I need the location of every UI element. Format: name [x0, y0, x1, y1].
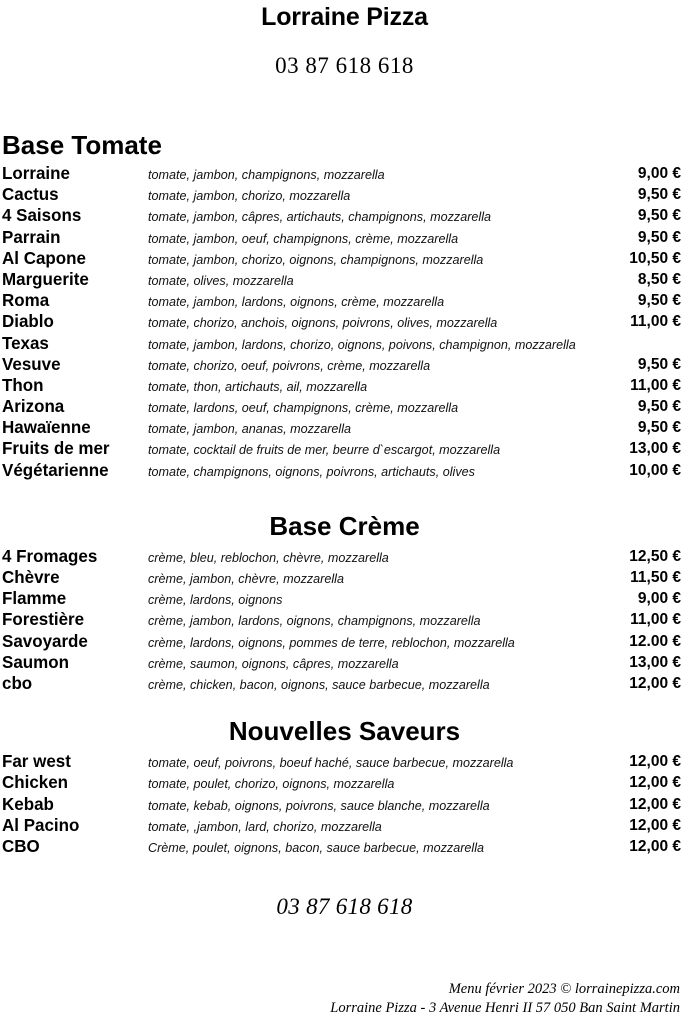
menu-item-price: 9,50 €	[637, 207, 681, 225]
menu-item-name: Hawaïenne	[2, 417, 91, 438]
menu-item-ingredients: tomate, jambon, chorizo, oignons, champignons, mozzarella	[148, 252, 484, 267]
menu-item-name: Marguerite	[2, 268, 89, 289]
menu-item-row	[0, 609, 689, 630]
menu-item-price: 9,50 €	[637, 355, 681, 373]
menu-item-price: 12,00 €	[629, 753, 681, 771]
menu-item-price: 11,00 €	[630, 313, 681, 331]
menu-item-ingredients: tomate, ,jambon, lard, chorizo, mozzarella	[148, 819, 382, 834]
menu-item-name: Al Pacino	[2, 814, 80, 835]
page-title: Lorraine Pizza	[261, 3, 428, 31]
menu-item-price: 9,50 €	[637, 186, 681, 204]
menu-item-name: Cactus	[2, 184, 59, 205]
menu-item-price: 12.00 €	[629, 632, 681, 650]
menu-item-name: cbo	[2, 672, 33, 693]
menu-item-name: Roma	[2, 290, 50, 311]
menu-item-ingredients: crème, lardons, oignons, pommes de terre, reblochon, mozzarella	[148, 635, 515, 650]
menu-item-row	[0, 794, 689, 815]
menu-item-ingredients: crème, bleu, reblochon, chèvre, mozzarella	[148, 550, 389, 565]
menu-item-row	[0, 333, 689, 354]
menu-item-ingredients: tomate, jambon, chorizo, mozzarella	[148, 189, 351, 204]
menu-item-ingredients: tomate, jambon, ananas, mozzarella	[148, 422, 352, 437]
menu-item-price: 9,50 €	[637, 419, 681, 437]
menu-item-name: Flamme	[2, 588, 67, 609]
section-heading-nouvelles-saveurs: Nouvelles Saveurs	[228, 716, 461, 747]
menu-item-price: 8,50 €	[637, 270, 681, 288]
menu-item-ingredients: tomate, thon, artichauts, ail, mozzarella	[148, 379, 368, 394]
menu-item-name: Parrain	[2, 226, 61, 247]
menu-item-price: 11,50 €	[630, 569, 681, 586]
menu-item-name: 4 Saisons	[2, 205, 82, 226]
menu-item-row	[0, 354, 689, 375]
menu-item-ingredients: crème, jambon, lardons, oignons, champignons, mozzarella	[148, 614, 481, 629]
menu-item-ingredients: crème, saumon, oignons, câpres, mozzarella	[148, 656, 399, 671]
menu-item-name: Forestière	[2, 609, 85, 630]
menu-item-ingredients: tomate, jambon, lardons, oignons, crème, mozzarella	[148, 295, 445, 310]
menu-item-price: 12,00 €	[629, 837, 681, 855]
menu-item-ingredients: tomate, poulet, chorizo, oignons, mozzarella	[148, 777, 395, 792]
menu-list-base-tomate	[0, 163, 689, 481]
menu-item-ingredients: tomate, oeuf, poivrons, boeuf haché, sauce barbecue, mozzarella	[148, 756, 514, 771]
menu-item-name: Végétarienne	[2, 459, 109, 480]
menu-item-row	[0, 772, 689, 793]
footer-address: Lorraine Pizza - 3 Avenue Henri II 57 050 Ban Saint Martin	[330, 1000, 680, 1016]
menu-item-ingredients: tomate, cocktail de fruits de mer, beurre d`escargot, mozzarella	[148, 443, 501, 458]
menu-item-ingredients: tomate, champignons, oignons, poivrons, artichauts, olives	[148, 464, 475, 479]
menu-item-price: 9,50 €	[637, 292, 681, 310]
menu-item-price: 10,50 €	[629, 249, 681, 267]
menu-item-row	[0, 438, 689, 459]
menu-item-price: 12,00 €	[629, 774, 681, 792]
menu-item-row	[0, 163, 689, 184]
menu-item-ingredients: tomate, olives, mozzarella	[148, 273, 294, 288]
footer-legal	[330, 980, 680, 1018]
menu-item-row	[0, 227, 689, 248]
menu-list-nouvelles-saveurs	[0, 751, 689, 857]
menu-item-price: 13,00 €	[629, 653, 681, 671]
menu-item-name: Kebab	[2, 793, 54, 814]
menu-item-name: Texas	[2, 332, 49, 353]
menu-item-row	[0, 460, 689, 481]
menu-item-price: 12,00 €	[629, 795, 681, 813]
menu-item-row	[0, 396, 689, 417]
menu-item-row	[0, 836, 689, 857]
menu-item-ingredients: tomate, jambon, câpres, artichauts, champignons, mozzarella	[148, 210, 491, 225]
menu-item-row	[0, 248, 689, 269]
menu-item-row	[0, 205, 689, 226]
menu-item-row	[0, 652, 689, 673]
menu-item-row	[0, 184, 689, 205]
menu-item-name: Diablo	[2, 311, 54, 332]
menu-item-name: Fruits de mer	[2, 438, 110, 459]
menu-item-name: 4 Fromages	[2, 545, 98, 566]
menu-item-name: Thon	[2, 374, 44, 395]
menu-item-name: Savoyarde	[2, 630, 88, 651]
menu-item-price: 9,50 €	[637, 398, 681, 416]
menu-item-row	[0, 588, 689, 609]
menu-item-row	[0, 417, 689, 438]
menu-item-price: 9,00 €	[637, 165, 681, 182]
menu-item-name: Vesuve	[2, 353, 61, 374]
menu-item-row	[0, 815, 689, 836]
menu-item-ingredients: tomate, lardons, oeuf, champignons, crème, mozzarella	[148, 401, 459, 416]
menu-item-row	[0, 751, 689, 772]
menu-item-ingredients: tomate, chorizo, anchois, oignons, poivrons, olives, mozzarella	[148, 316, 498, 331]
menu-item-ingredients: crème, chicken, bacon, oignons, sauce barbecue, mozzarella	[148, 677, 490, 692]
section-heading-base-creme: Base Crème	[269, 510, 420, 541]
menu-item-price: 13,00 €	[629, 440, 681, 458]
menu-item-price: 12,00 €	[629, 674, 681, 692]
menu-item-row	[0, 546, 689, 567]
menu-item-name: Far west	[2, 751, 71, 772]
menu-item-name: Saumon	[2, 651, 69, 672]
menu-list-base-creme	[0, 546, 689, 694]
menu-item-name: Chèvre	[2, 567, 60, 587]
footer-phone-number: 03 87 618 618	[276, 894, 413, 920]
menu-item-name: Lorraine	[2, 163, 70, 183]
menu-item-row	[0, 269, 689, 290]
menu-item-row	[0, 673, 689, 694]
menu-item-name: CBO	[2, 835, 40, 856]
menu-item-row	[0, 311, 689, 332]
menu-item-ingredients: tomate, chorizo, oeuf, poivrons, crème, mozzarella	[148, 358, 431, 373]
menu-item-price: 9,00 €	[637, 590, 681, 608]
menu-item-price: 11,00 €	[630, 611, 681, 629]
menu-item-name: Al Capone	[2, 247, 86, 268]
menu-item-row	[0, 375, 689, 396]
menu-item-row	[0, 290, 689, 311]
menu-item-ingredients: Crème, poulet, oignons, bacon, sauce barbecue, mozzarella	[148, 840, 485, 855]
header-phone-number: 03 87 618 618	[275, 53, 414, 78]
menu-item-name: Arizona	[2, 396, 65, 417]
menu-item-price: 10,00 €	[629, 461, 681, 479]
menu-item-price: 12,00 €	[629, 816, 681, 834]
menu-item-ingredients: tomate, kebab, oignons, poivrons, sauce blanche, mozzarella	[148, 798, 490, 813]
menu-item-row	[0, 567, 689, 588]
footer-menu-date: Menu février 2023 © lorrainepizza.com	[448, 981, 680, 997]
menu-item-row	[0, 631, 689, 652]
menu-item-price: 11,00 €	[630, 376, 681, 394]
menu-item-ingredients: tomate, jambon, oeuf, champignons, crème, mozzarella	[148, 231, 459, 246]
menu-item-ingredients: tomate, jambon, lardons, chorizo, oignons, poivons, champignon, mozzarella	[148, 337, 576, 352]
menu-item-price: 9,50 €	[637, 228, 681, 246]
menu-item-name: Chicken	[2, 772, 69, 793]
menu-item-ingredients: tomate, jambon, champignons, mozzarella	[148, 168, 385, 182]
menu-item-price: 12,50 €	[629, 547, 681, 565]
menu-item-ingredients: crème, jambon, chèvre, mozzarella	[148, 572, 344, 586]
menu-item-ingredients: crème, lardons, oignons	[148, 593, 283, 608]
section-heading-base-tomate: Base Tomate	[2, 130, 162, 160]
